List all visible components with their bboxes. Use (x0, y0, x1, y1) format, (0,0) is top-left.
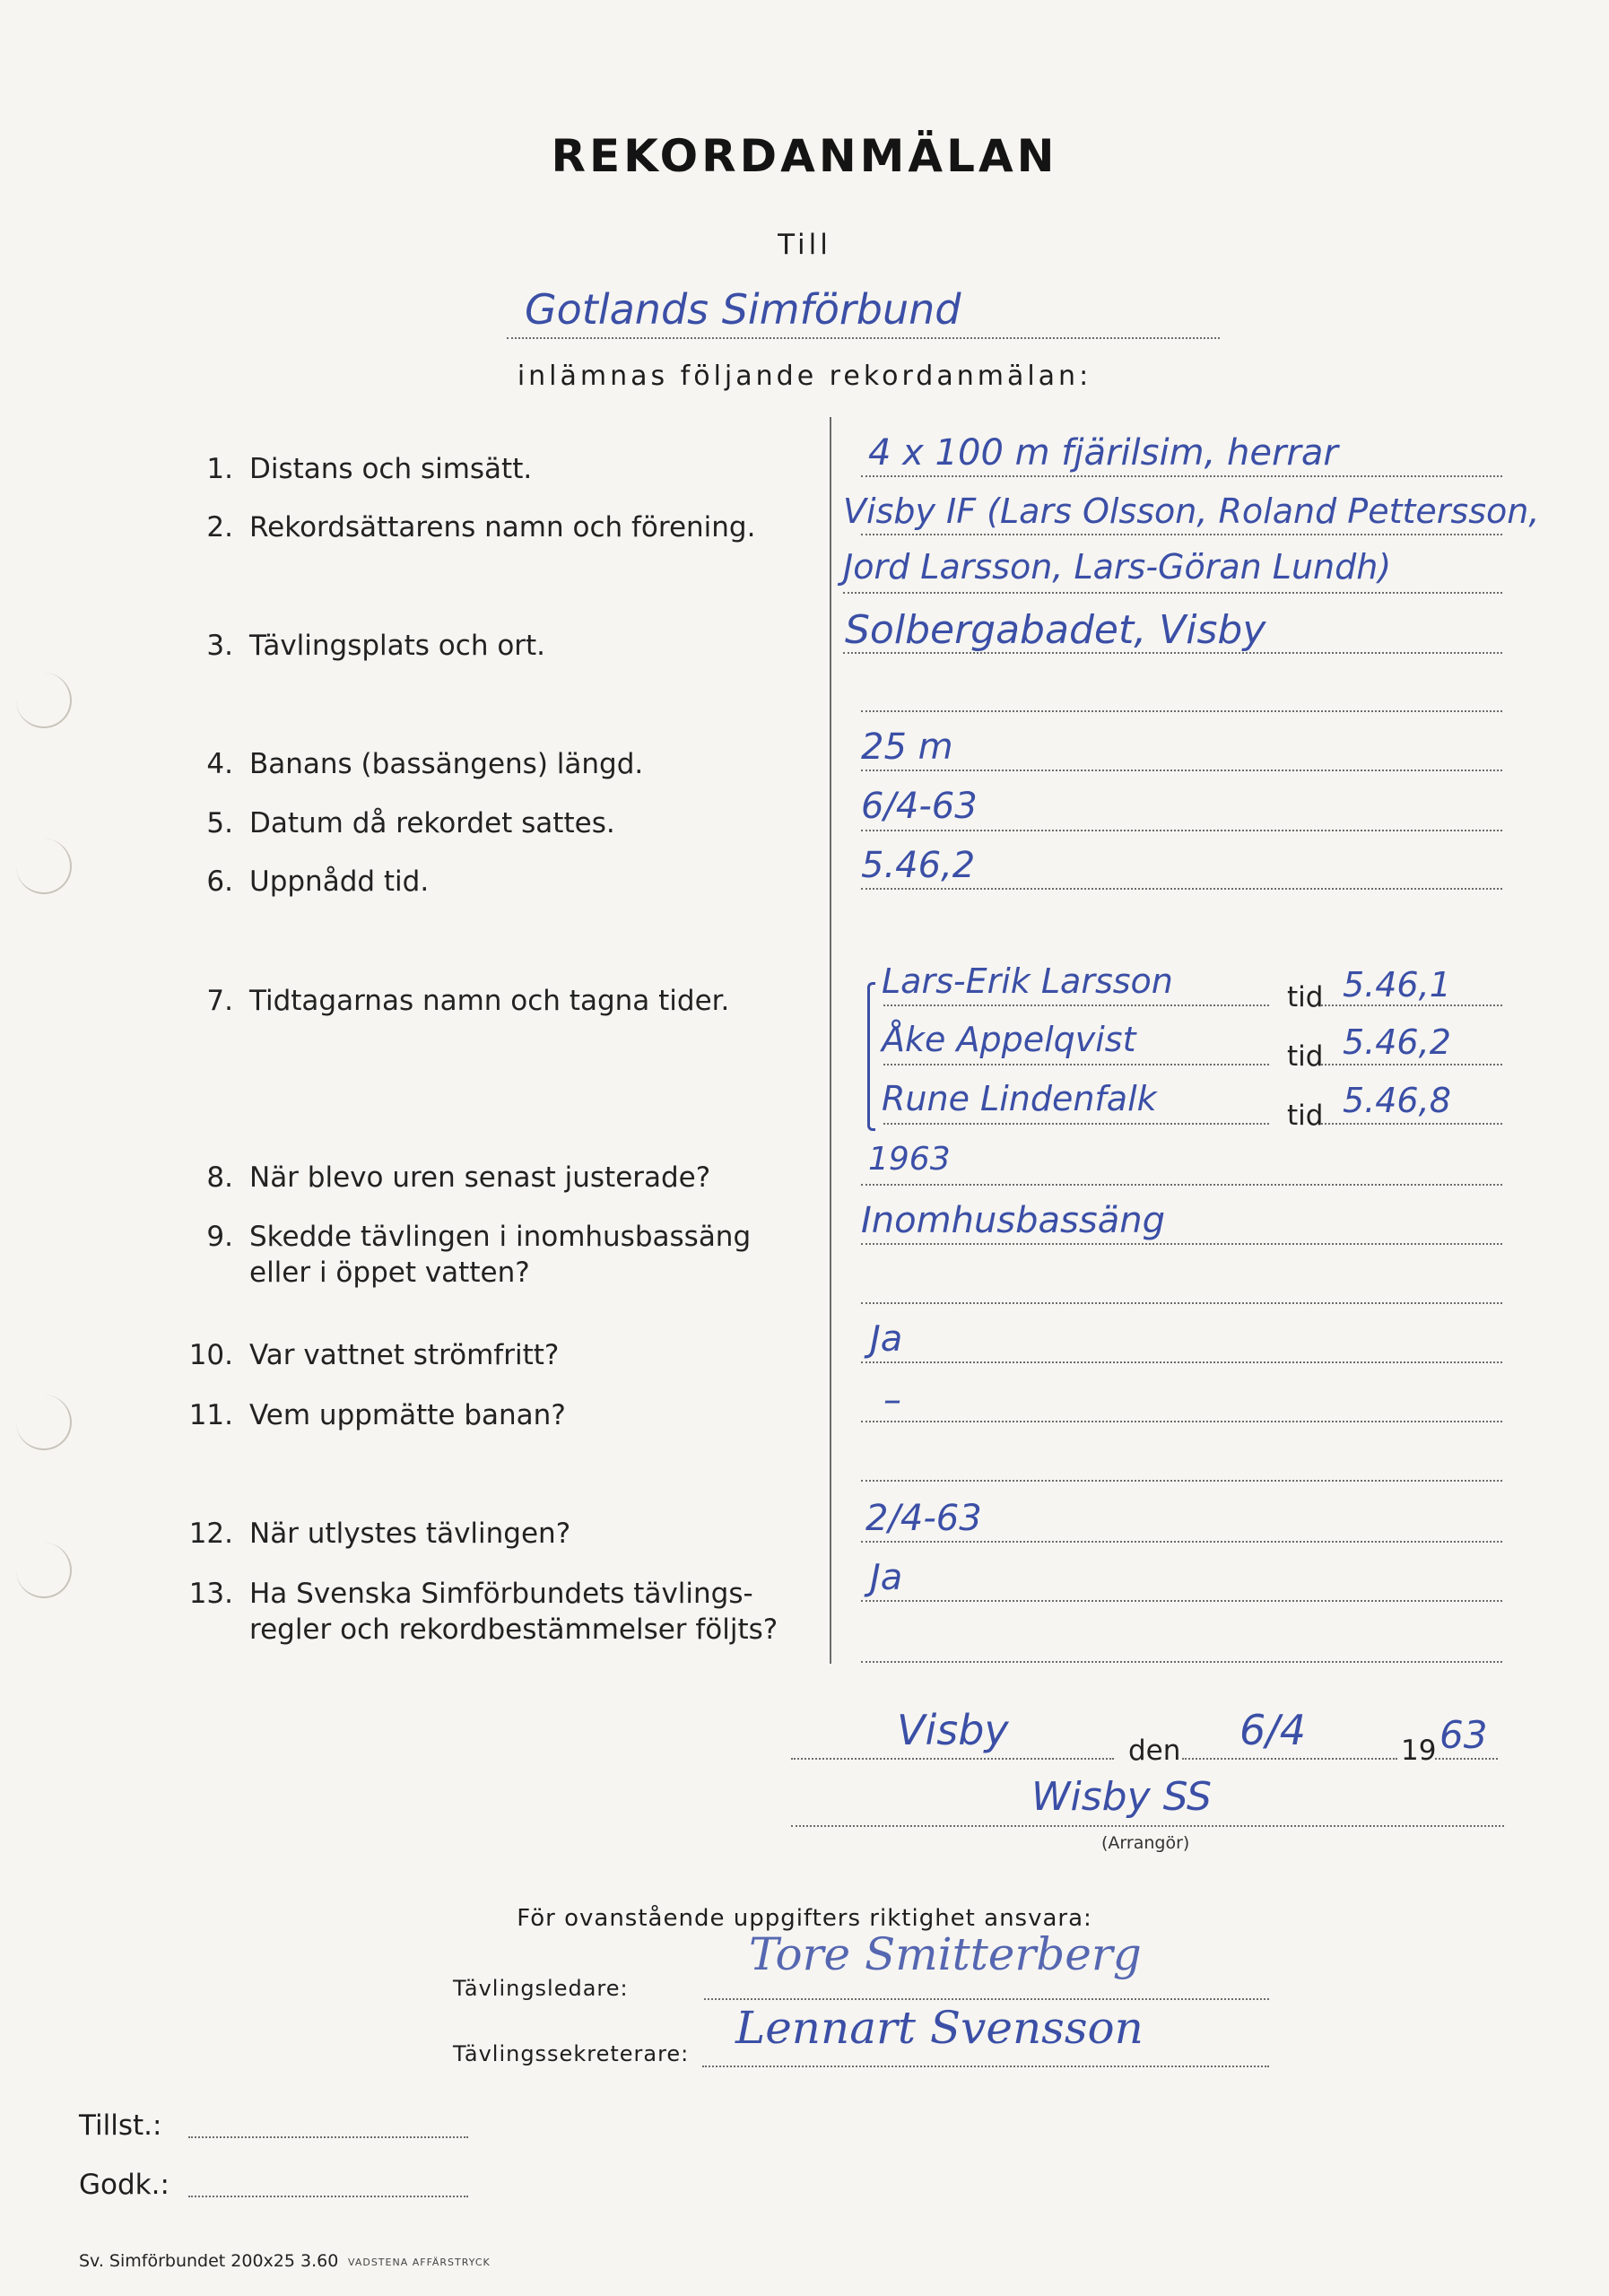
godk-line (188, 2196, 468, 2197)
signoff-date: 6/4 (1239, 1706, 1307, 1754)
question-text: Vem uppmätte banan? (249, 1399, 566, 1431)
signoff-organizer: Wisby SS (1031, 1774, 1212, 1820)
column-divider (830, 417, 831, 1664)
answer-current-free: Ja (870, 1318, 903, 1360)
leader-label: Tävlingsledare: (453, 1976, 629, 2001)
answer-line (883, 1004, 1269, 1006)
leader-signature: Tore Smitterberg (749, 1928, 1142, 1980)
punch-hole (16, 839, 72, 894)
year-prefix: 19 (1401, 1735, 1437, 1767)
punch-hole (16, 1395, 72, 1450)
question-text: Var vattnet strömfritt? (249, 1339, 560, 1371)
answer-line (861, 1480, 1502, 1482)
question-text: Datum då rekordet sattes. (249, 807, 615, 839)
recipient-answer: Gotlands Simförbund (525, 285, 961, 334)
question-text: Uppnådd tid. (249, 865, 430, 898)
form-title: REKORDANMÄLAN (551, 130, 1058, 182)
answer-line (861, 475, 1502, 477)
place-line (791, 1758, 1114, 1760)
godk-label: Godk.: (79, 2169, 170, 2201)
organizer-line (791, 1825, 1504, 1827)
answer-line (861, 710, 1502, 712)
answer-line (843, 592, 1502, 594)
question-text: Banans (bassängens) längd. (249, 748, 644, 780)
answer-venue: Solbergabadet, Visby (845, 607, 1266, 653)
question-number: 13. (188, 1578, 233, 1610)
signoff-place: Visby (897, 1706, 1009, 1754)
answer-line (1318, 1004, 1502, 1006)
question-text: Rekordsättarens namn och förening. (249, 511, 756, 544)
answer-line (883, 1064, 1269, 1065)
tillst-line (188, 2136, 468, 2138)
question-text: Ha Svenska Simförbundets tävlings- (249, 1578, 753, 1610)
den-label: den (1128, 1735, 1181, 1767)
answer-line (861, 1302, 1502, 1304)
secretary-signature: Lennart Svensson (735, 2002, 1144, 2054)
secretary-line (702, 2066, 1269, 2067)
answer-date: 6/4-63 (861, 786, 978, 827)
answer-holder-line2: Jord Larsson, Lars-Göran Lundh) (843, 547, 1392, 587)
question-number: 10. (188, 1339, 233, 1371)
answer-rules-followed: Ja (870, 1557, 903, 1598)
answer-line (861, 1661, 1502, 1663)
answer-line (861, 830, 1502, 831)
date-line (1182, 1758, 1397, 1760)
timer-time: 5.46,1 (1343, 965, 1451, 1004)
responsibility-text: För ovanstående uppgifters riktighet ansvara: (517, 1905, 1092, 1932)
tid-label: tid (1287, 1100, 1324, 1132)
question-number: 5. (206, 807, 233, 839)
year-line (1435, 1758, 1498, 1760)
timer-time: 5.46,8 (1343, 1081, 1451, 1120)
secretary-label: Tävlingssekreterare: (453, 2041, 690, 2066)
question-number: 11. (188, 1399, 233, 1431)
question-text: Tävlingsplats och ort. (249, 630, 546, 662)
punch-hole (16, 1543, 72, 1598)
signoff-year: 63 (1439, 1713, 1488, 1757)
timers-bracket (867, 982, 875, 1131)
answer-line (861, 770, 1502, 771)
tid-label: tid (1287, 981, 1324, 1013)
recipient-line (507, 337, 1220, 339)
till-label: Till (778, 229, 831, 261)
answer-line (883, 1123, 1269, 1125)
answer-line (861, 1541, 1502, 1543)
footer-printer: VADSTENA AFFÄRSTRYCK (348, 2257, 491, 2268)
answer-time: 5.46,2 (861, 845, 976, 886)
question-text: Skedde tävlingen i inomhusbassäng (249, 1221, 752, 1253)
timer-name: Åke Appelqvist (882, 1020, 1136, 1059)
timer-name: Lars-Erik Larsson (882, 961, 1173, 1001)
question-number: 3. (206, 630, 233, 662)
organizer-label: (Arrangör) (1101, 1833, 1190, 1853)
question-number: 4. (206, 748, 233, 780)
answer-holder-line1: Visby IF (Lars Olsson, Roland Pettersson, (843, 491, 1540, 531)
intro-text: inlämnas följande rekordanmälan: (517, 361, 1092, 392)
question-text-line2: eller i öppet vatten? (249, 1257, 530, 1289)
leader-line (704, 1998, 1269, 2000)
answer-line (861, 888, 1502, 890)
answer-indoor-outdoor: Inomhusbassäng (861, 1200, 1165, 1241)
answer-line (861, 1421, 1502, 1422)
answer-pool-length: 25 m (861, 726, 953, 768)
question-number: 8. (206, 1161, 233, 1194)
answer-distance: 4 x 100 m fjärilsim, herrar (868, 432, 1338, 474)
question-number: 12. (188, 1518, 233, 1550)
question-text: När utlystes tävlingen? (249, 1518, 571, 1550)
tillst-label: Tillst.: (79, 2109, 162, 2142)
question-number: 1. (206, 453, 233, 485)
question-text-line2: regler och rekordbestämmelser följts? (249, 1613, 778, 1646)
question-number: 7. (206, 985, 233, 1017)
answer-line (861, 1361, 1502, 1363)
question-text: När blevo uren senast justerade? (249, 1161, 711, 1194)
tid-label: tid (1287, 1040, 1324, 1073)
answer-measured-by: – (883, 1379, 901, 1421)
answer-line (861, 534, 1502, 535)
answer-line (861, 1243, 1502, 1245)
timer-time: 5.46,2 (1343, 1022, 1451, 1062)
timer-name: Rune Lindenfalk (882, 1079, 1157, 1118)
answer-line (1318, 1064, 1502, 1065)
question-number: 2. (206, 511, 233, 544)
punch-hole (16, 673, 72, 728)
question-text: Distans och simsätt. (249, 453, 533, 485)
answer-line (1318, 1123, 1502, 1125)
footer-form-id: Sv. Simförbundet 200x25 3.60 (79, 2251, 339, 2271)
answer-line (861, 1600, 1502, 1602)
question-text: Tidtagarnas namn och tagna tider. (249, 985, 730, 1017)
answer-clocks-adjusted: 1963 (868, 1141, 951, 1178)
question-number: 6. (206, 865, 233, 898)
question-number: 9. (206, 1221, 233, 1253)
answer-line (861, 1184, 1502, 1186)
answer-announced: 2/4-63 (865, 1498, 982, 1539)
